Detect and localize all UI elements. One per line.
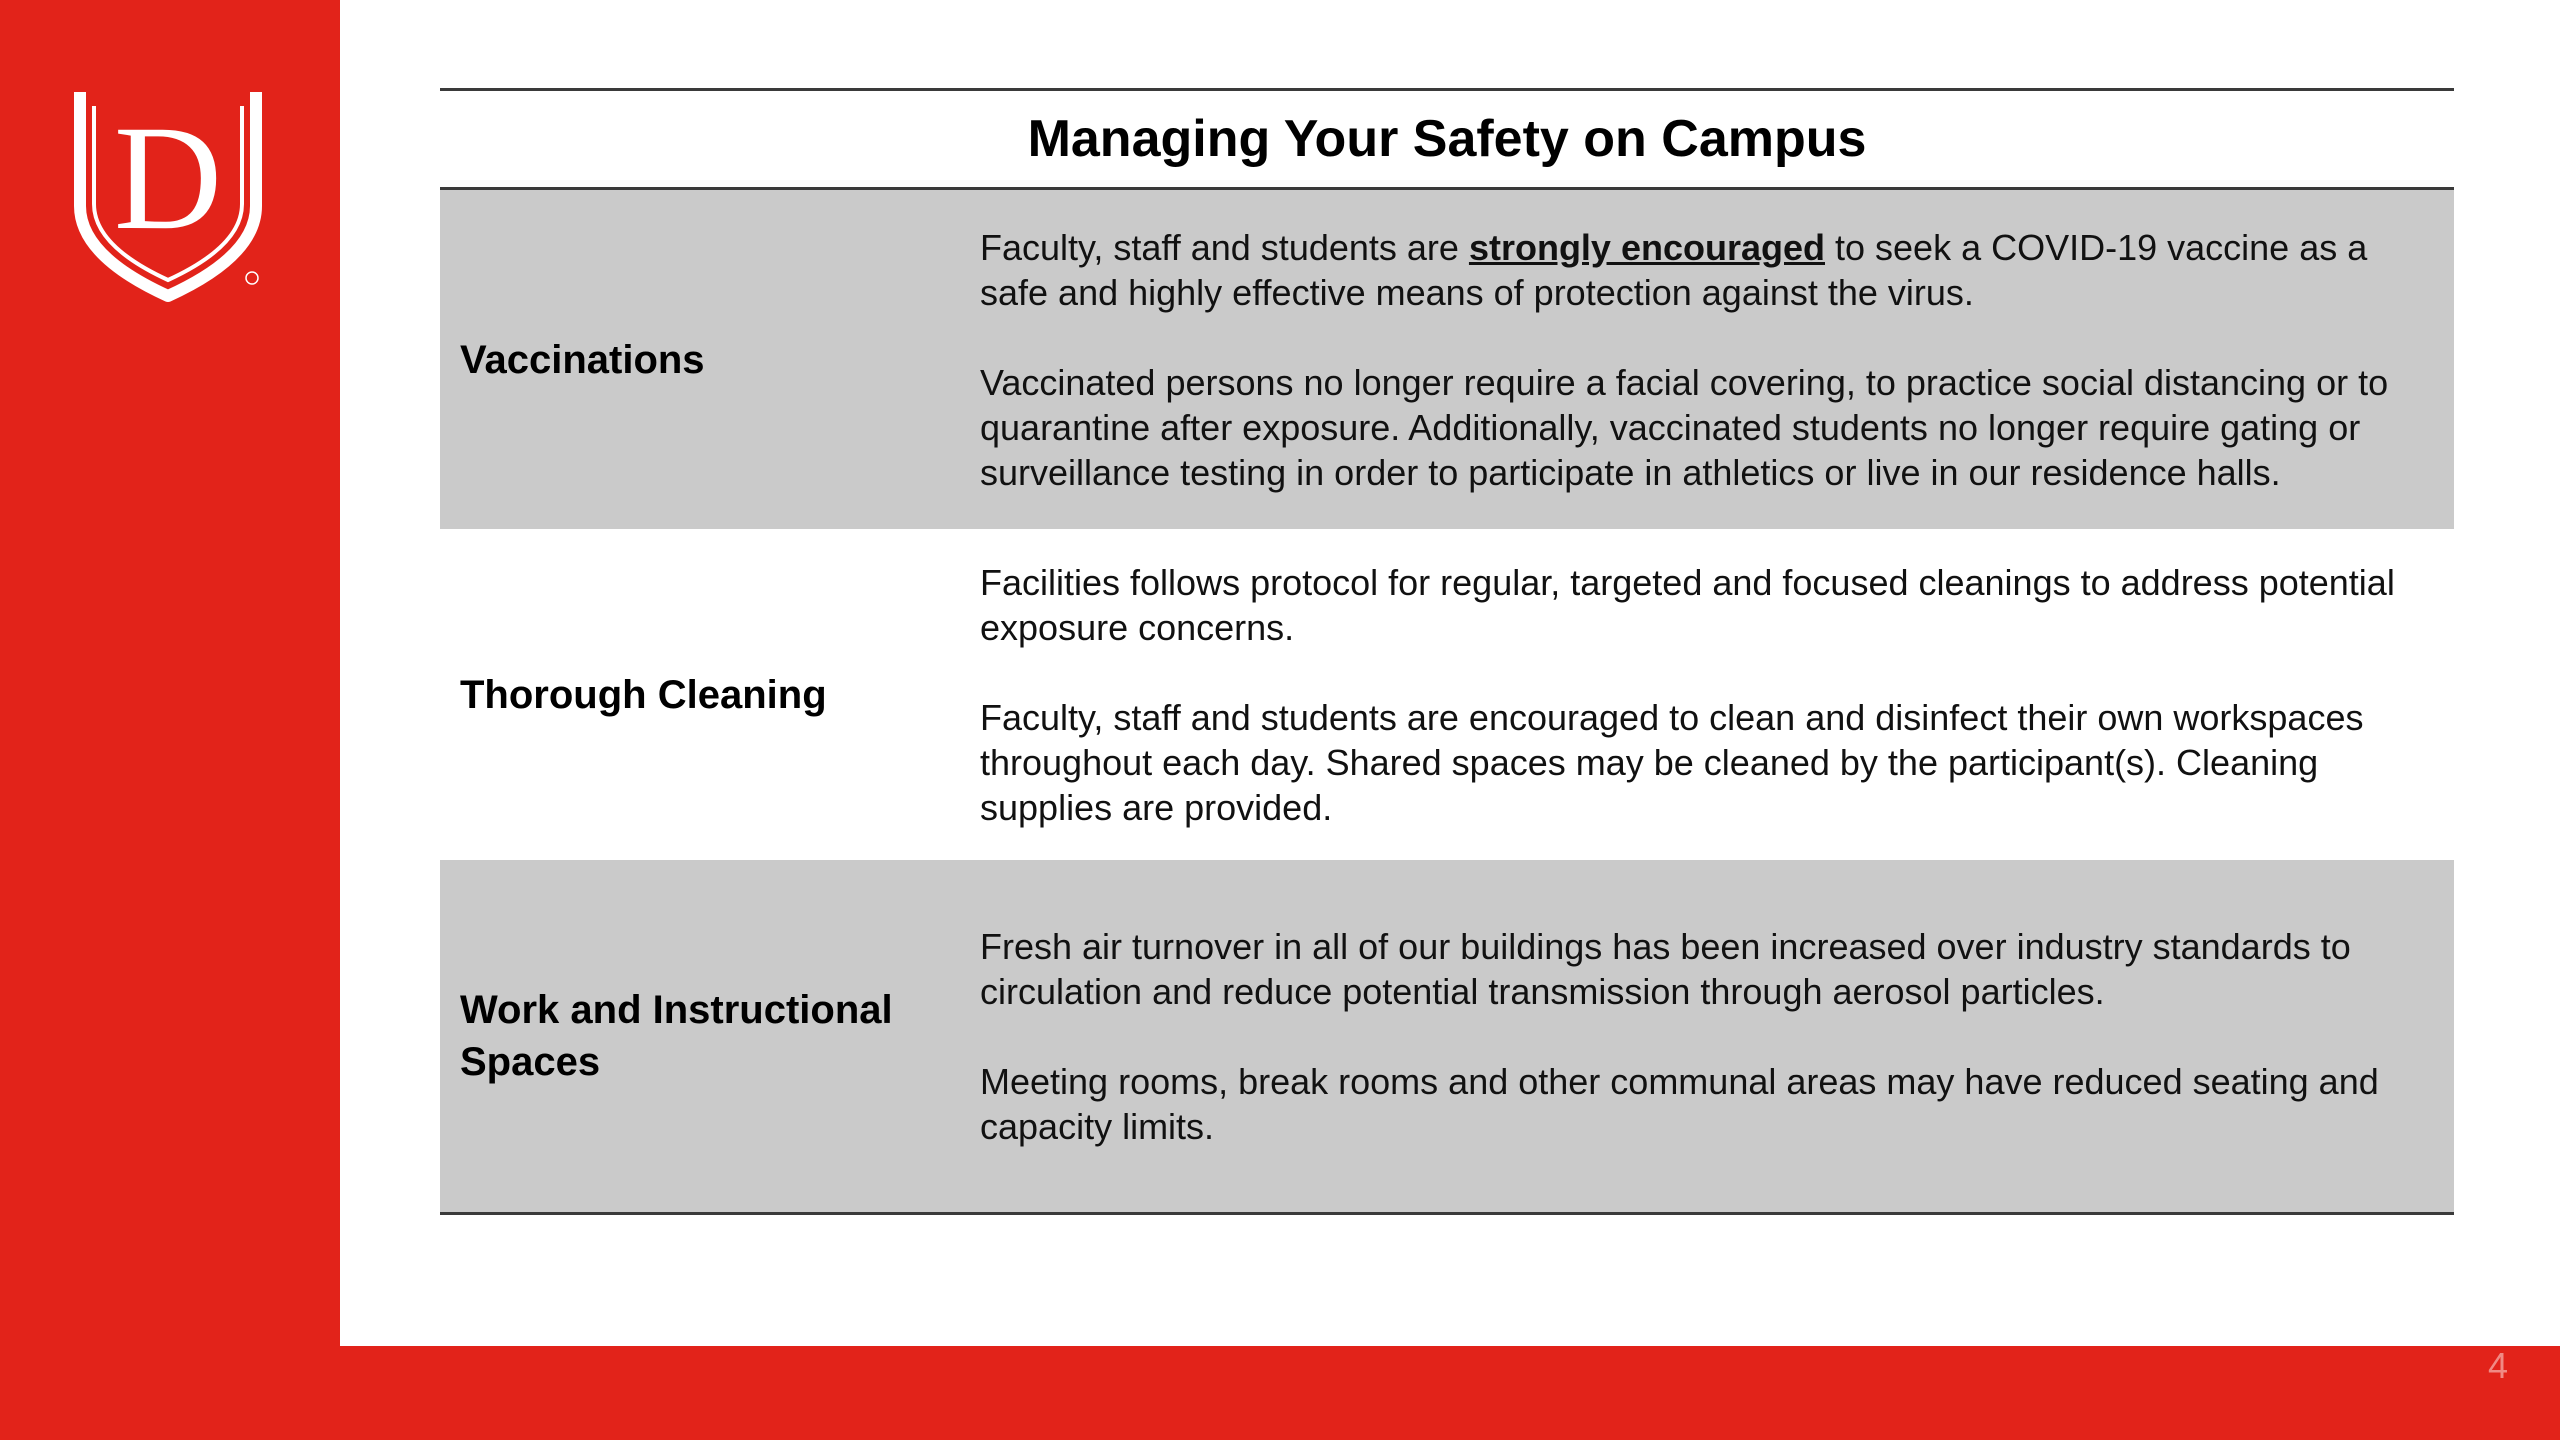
- paragraph-text: to seek a COVID-19 vaccine as a safe and highly effective means of protection against the virus.: [980, 226, 2368, 313]
- row-body: [980, 529, 2454, 860]
- safety-table: [440, 88, 2454, 1215]
- row-body: [980, 860, 2454, 1212]
- logo-letter: D: [113, 95, 223, 261]
- row-paragraph: Facilities follows protocol for regular, targeted and focused cleanings to address potential exposure concerns.: [980, 561, 2395, 648]
- page-title: Managing Your Safety on Campus: [1027, 110, 1867, 168]
- row-paragraph: [980, 225, 2434, 315]
- table-row-vaccinations: [440, 190, 2454, 529]
- row-paragraph: Fresh air turnover in all of our buildings has been increased over industry standards to circulation and reduce potential transmission through aerosol particles.: [980, 925, 2351, 1012]
- table-title-row: [440, 88, 2454, 190]
- row-paragraph: Meeting rooms, break rooms and other communal areas may have reduced seating and capacity limits.: [980, 1060, 2379, 1147]
- row-paragraph: Vaccinated persons no longer require a facial covering, to practice social distancing or to quarantine after exposure. Additionally, vaccinated students no longer require gating or surveillance testing in order to participate in athletics or live in our residence halls.: [980, 361, 2389, 493]
- row-body: [980, 190, 2454, 529]
- emphasis-text: strongly encouraged: [1468, 226, 1825, 268]
- row-paragraph: Faculty, staff and students are encouraged to clean and disinfect their own workspaces throughout each day. Shared spaces may be cleaned by the participant(s). Cleaning supplies are provided.: [980, 696, 2364, 828]
- university-shield-logo-icon: [68, 86, 268, 306]
- row-label: Work and Instructional Spaces: [460, 988, 893, 1084]
- paragraph-text: Faculty, staff and students are: [980, 226, 1469, 268]
- table-row-cleaning: [440, 529, 2454, 860]
- row-label: Thorough Cleaning: [460, 672, 827, 717]
- table-row-work-spaces: [440, 860, 2454, 1215]
- row-label: Vaccinations: [460, 337, 705, 382]
- bottom-brand-band: [0, 1346, 2560, 1440]
- page-number: 4: [2487, 1345, 2508, 1386]
